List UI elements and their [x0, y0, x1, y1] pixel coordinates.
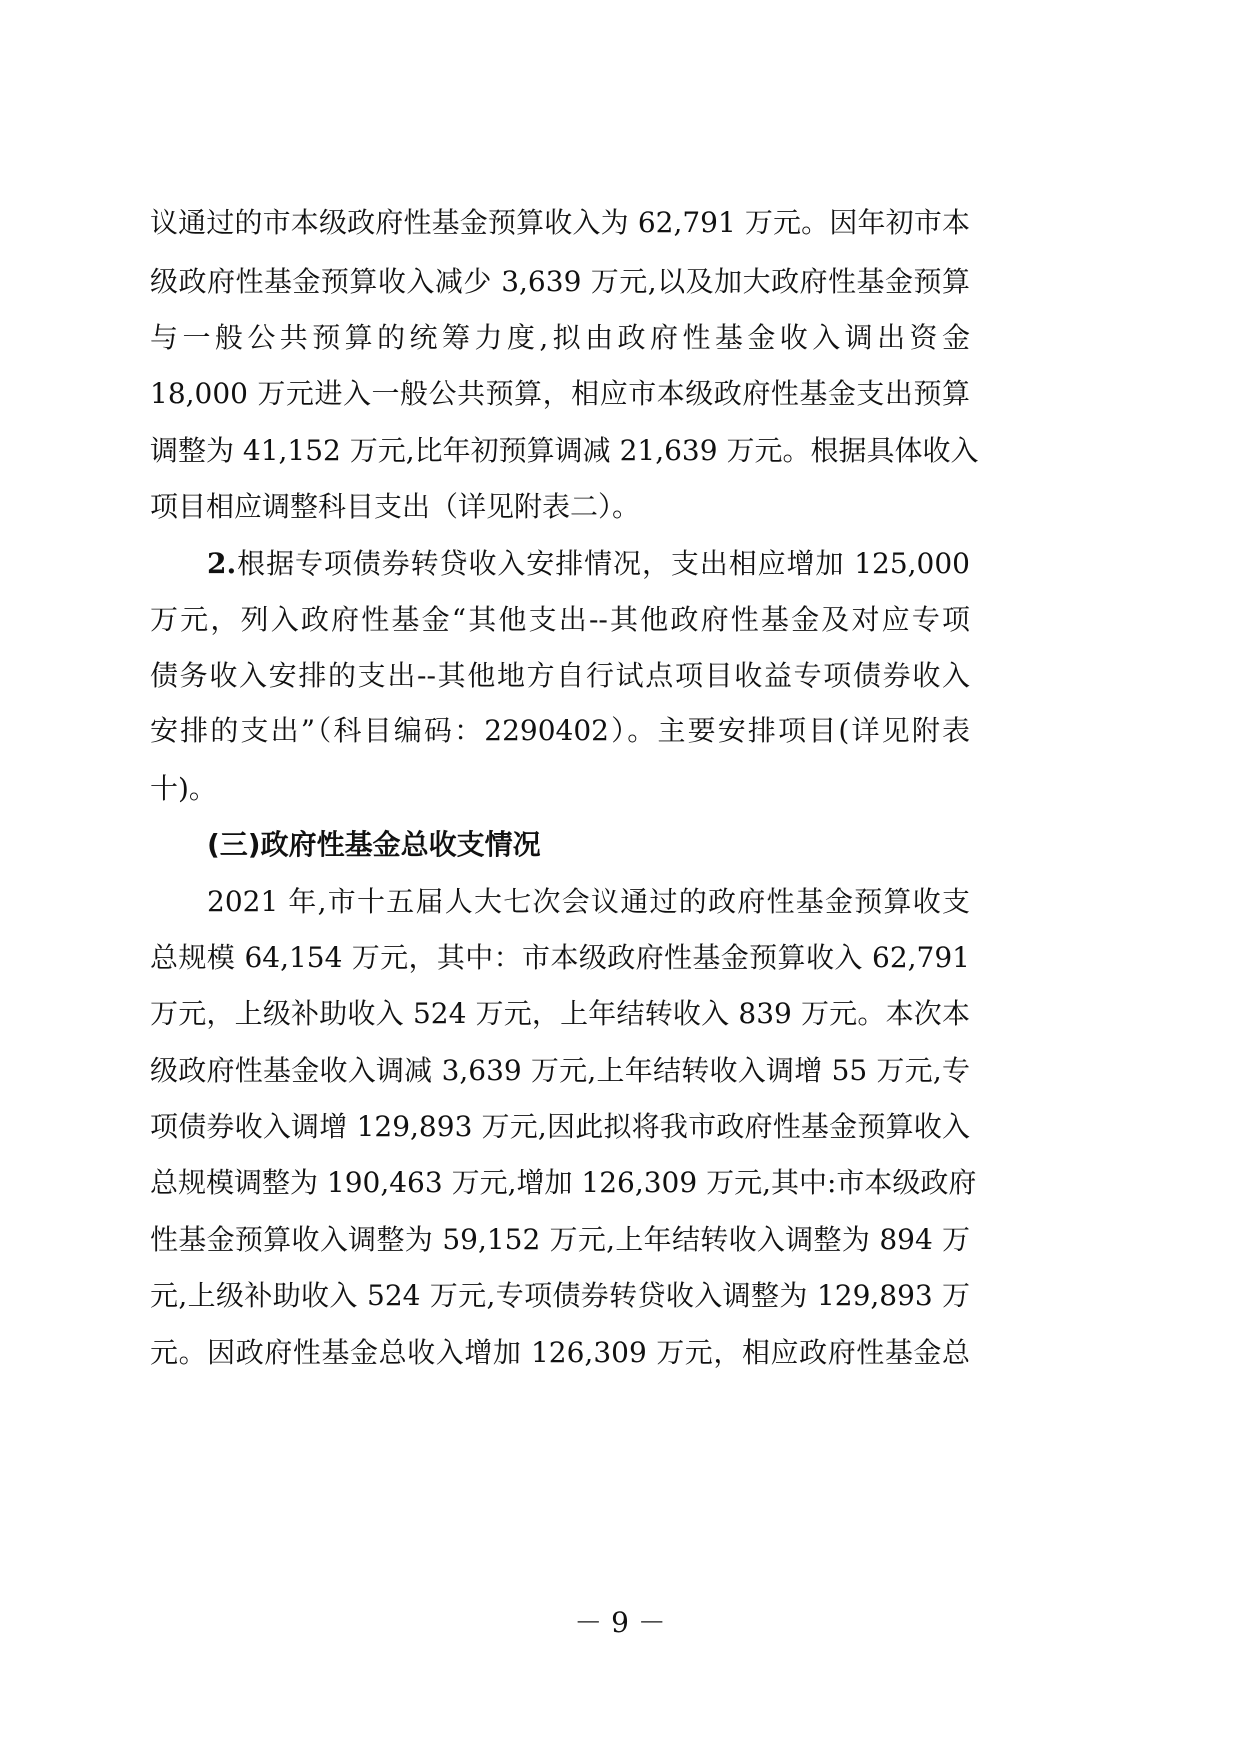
paragraph-line: 议通过的市本级政府性基金预算收入为 62,791 万元。因年初市本 — [150, 206, 970, 239]
page-number: － 9 － — [574, 1606, 666, 1639]
list-item-number: 2. — [207, 547, 237, 580]
paragraph-line: 十)。 — [150, 772, 217, 805]
paragraph-line: 项债券收入调增 129,893 万元,因此拟将我市政府性基金预算收入 — [150, 1110, 970, 1143]
list-item-text: 根据专项债券转贷收入安排情况，支出相应增加 125,000 — [236, 547, 970, 580]
paragraph-line: 债务收入安排的支出--其他地方自行试点项目收益专项债券收入 — [150, 659, 970, 692]
paragraph-line: 总规模调整为 190,463 万元,增加 126,309 万元,其中:市本级政府 — [150, 1166, 977, 1199]
paragraph-first-line: 2021 年,市十五届人大七次会议通过的政府性基金预算收支 — [207, 885, 970, 918]
paragraph-line: 18,000 万元进入一般公共预算，相应市本级政府性基金支出预算 — [150, 377, 970, 410]
paragraph-line: 总规模 64,154 万元，其中：市本级政府性基金预算收入 62,791 — [150, 941, 970, 974]
list-item-2-first-line — [207, 544, 970, 584]
paragraph-line: 元,上级补助收入 524 万元,专项债券转贷收入调整为 129,893 万 — [150, 1279, 970, 1312]
paragraph-line: 万元，上级补助收入 524 万元，上年结转收入 839 万元。本次本 — [150, 997, 970, 1030]
paragraph-line: 级政府性基金预算收入减少 3,639 万元,以及加大政府性基金预算 — [150, 265, 970, 298]
paragraph-line: 元。因政府性基金总收入增加 126,309 万元，相应政府性基金总 — [150, 1336, 970, 1369]
paragraph-line: 调整为 41,152 万元,比年初预算调减 21,639 万元。根据具体收入 — [150, 434, 979, 467]
paragraph-line: 项目相应调整科目支出（详见附表二）。 — [150, 490, 641, 523]
paragraph-line: 性基金预算收入调整为 59,152 万元,上年结转收入调整为 894 万 — [150, 1223, 970, 1256]
paragraph-line: 安排的支出”（科目编码：2290402）。主要安排项目(详见附表 — [150, 714, 970, 747]
paragraph-line: 级政府性基金收入调减 3,639 万元,上年结转收入调增 55 万元,专 — [150, 1054, 970, 1087]
paragraph-line: 万元，列入政府性基金“其他支出--其他政府性基金及对应专项 — [150, 603, 970, 636]
section-heading: (三)政府性基金总收支情况 — [207, 828, 541, 861]
paragraph-line: 与一般公共预算的统筹力度,拟由政府性基金收入调出资金 — [150, 321, 970, 354]
